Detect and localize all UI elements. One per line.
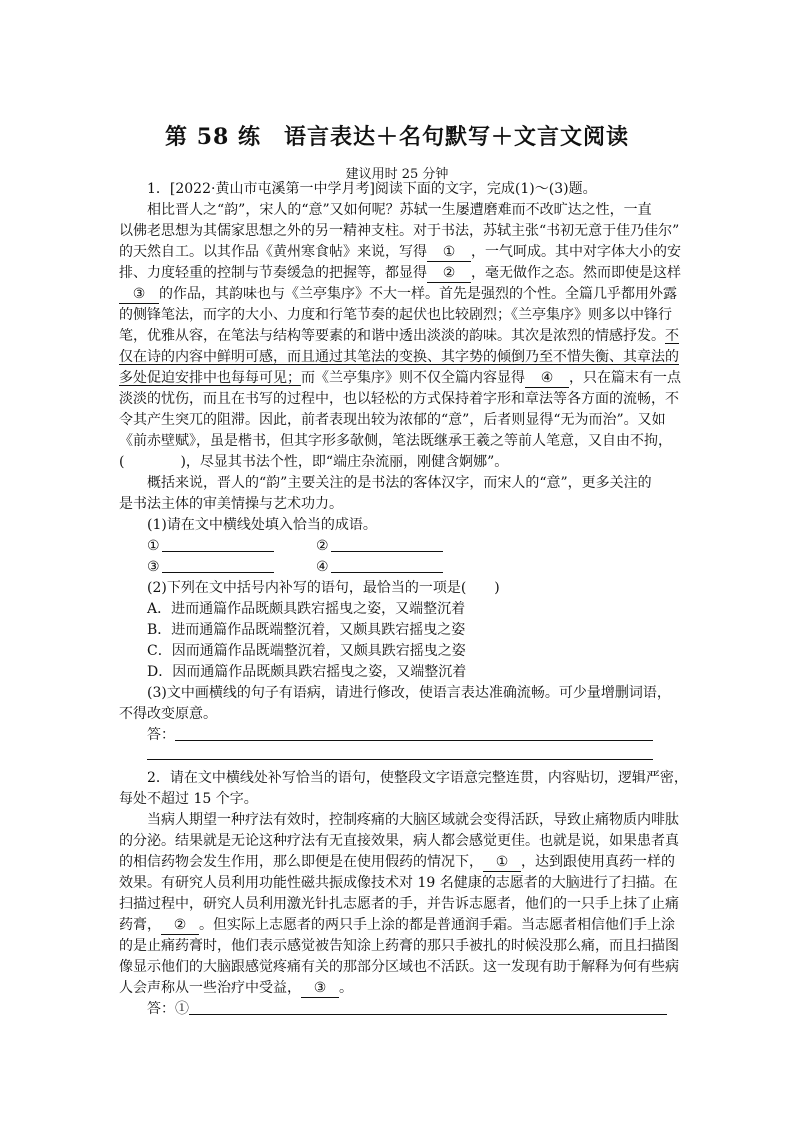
blank-3: ③ [119, 286, 159, 304]
q1-para1-line5 [119, 284, 677, 305]
q1-para2-line1: 概括来说，晋人的“韵”主要关注的是书法的客体汉字，而宋人的“意”，更多关注的 [147, 475, 652, 491]
text: 而《兰亭集序》则不仅全篇内容显得 [301, 370, 525, 386]
q2-answer-line [189, 1014, 667, 1015]
q1-para1-line2: 以佛老思想为其儒家思想之外的另一精神支柱。对于书法，苏轼主张“书初无意于佳乃佳尔” [119, 223, 680, 239]
text: ，一气呵成。其中对字体大小的安 [471, 244, 681, 260]
q1-para1-line12: 《前赤壁赋》，虽是楷书，但其字形多欹侧，笔法既继承王羲之等前人笔意，又自由不拘， [119, 433, 672, 449]
underlined-sentence-start: 不 [665, 328, 679, 344]
q2-para-line8: 像显示他们的大脑跟感觉疼痛有关的那部分区域也不活跃。这一发现有助于解释为何有些病 [119, 959, 679, 975]
answer-line-1 [162, 551, 274, 552]
q1-sub3-line2: 不得改变原意。 [119, 706, 217, 722]
label: ① [147, 538, 160, 554]
text: 排、力度轻重的控制与节奏缓急的把握等，都显得 [119, 265, 427, 281]
q2-para-line5: 扫描过程中，研究人员利用激光针扎志愿者的手，并告诉志愿者，他们的一只手上抹了止痛 [119, 896, 679, 912]
q2-para-line4: 效果。有研究人员利用功能性磁共振成像技术对 19 名健康的志愿者的大脑进行了扫描。在 [119, 875, 678, 891]
q1-para1-line13: ( )，尽显其书法个性，即“端庄杂流丽，刚健含婀娜”。 [119, 454, 509, 470]
q1-para1-line4 [119, 263, 681, 284]
q1-para1-line11: 令其产生突兀的阻滞。因此，前者表现出较为浓郁的“意”，后者则显得“无为而治”。又如 [119, 412, 666, 428]
text: ，达到跟使用真药一样的 [521, 854, 675, 870]
label: ② [316, 538, 329, 554]
q1-para2-line2: 是书法主体的审美情操与艺术功力。 [119, 496, 343, 512]
text: 人会声称从一些治疗中受益， [119, 980, 301, 996]
q1-sub2: (2)下列在文中括号内补写的语句，最恰当的一项是( ) [147, 580, 500, 596]
q2-answer-label: 答：① [147, 1001, 189, 1017]
q1-para1-line3 [119, 242, 681, 263]
q2-para-line6 [119, 915, 675, 936]
q1-para1-line8 [119, 347, 679, 368]
q1-answer-line-1 [175, 740, 653, 741]
q2-para-line7: 的是止痛药膏时，他们表示感觉被告知涂上药膏的那只手被扎的时候没那么痛，而且扫描图 [119, 938, 679, 954]
q2-blank-2: ② [161, 917, 199, 935]
underlined-sentence-end: 多处促迫安排中也每每可见； [119, 370, 301, 386]
blank-2: ② [427, 265, 471, 283]
answer-slot-3 [147, 557, 160, 578]
q1-para1-line10: 淡淡的忧伤，而且在书写的过程中，也以轻松的方式保持着字形和章法等各方面的流畅，不 [119, 391, 679, 407]
page-title: 第 58 练 语言表达＋名句默写＋文言文阅读 [165, 124, 629, 150]
q1-para1-line7 [119, 326, 679, 347]
q1-answer-line-2 [147, 759, 653, 760]
label: ③ [147, 559, 160, 575]
text: 药膏， [119, 917, 161, 933]
q1-answer-label: 答： [147, 727, 175, 743]
q2-para-line9 [119, 978, 353, 999]
q1-para1-line6: 的侧锋笔法，而字的大小、力度和行笔节奏的起伏也比较剧烈；《兰亭集序》则多以中锋行 [119, 307, 672, 323]
option-d: D．因而通篇作品既颇具跌宕摇曳之姿，又端整沉着 [147, 664, 467, 680]
text: ，只在篇末有一点 [569, 370, 681, 386]
suggested-time: 建议用时 25 分钟 [345, 167, 449, 182]
text: 。但实际上志愿者的两只手上涂的都是普通润手霜。当志愿者相信他们手上涂 [199, 917, 675, 933]
answer-line-2 [331, 551, 443, 552]
q1-sub1: (1)请在文中横线处填入恰当的成语。 [147, 517, 377, 533]
label: ④ [316, 559, 329, 575]
q1-para1-line1: 相比晋人之“韵”，宋人的“意”又如何呢？苏轼一生屡遭磨难而不改旷达之性，一直 [147, 202, 652, 218]
option-c: C．因而通篇作品既端整沉着，又颇具跌宕摇曳之姿 [147, 643, 466, 659]
q2-prompt-line2: 每处不超过 15 个字。 [119, 791, 258, 807]
answer-line-4 [331, 572, 443, 573]
text: 。 [339, 980, 353, 996]
text: 的作品，其韵味也与《兰亭集序》不大一样。首先是强烈的个性。全篇几乎都用外露 [159, 286, 677, 302]
text: 的相信药物会发生作用，那么即便是在使用假药的情况下， [119, 854, 483, 870]
q2-para-line3 [119, 852, 675, 873]
text: 笔，优雅从容，在笔法与结构等要素的和谐中透出淡淡的韵味。其次是浓烈的情感抒发。 [119, 328, 665, 344]
text: ，毫无做作之态。然而即使是这样 [471, 265, 681, 281]
answer-line-3 [162, 572, 274, 573]
q2-prompt-line1: 2．请在文中横线处补写恰当的语句，使整段文字语意完整连贯，内容贴切，逻辑严密， [147, 770, 688, 786]
underlined-sentence: 仅在诗的内容中鲜明可感，而且通过其笔法的变换、其字势的倾倒乃至不惜失衡、其章法的 [119, 349, 679, 365]
blank-1: ① [427, 244, 471, 262]
option-a: A．进而通篇作品既颇具跌宕摇曳之姿，又端整沉着 [147, 601, 466, 617]
option-b: B．进而通篇作品既端整沉着，又颇具跌宕摇曳之姿 [147, 622, 466, 638]
answer-slot-4 [316, 557, 329, 578]
q2-para-line2: 的分泌。结果就是无论这种疗法有无直接效果，病人都会感觉更佳。也就是说，如果患者真 [119, 833, 679, 849]
blank-4: ④ [525, 370, 569, 388]
q1-sub3-line1: (3)文中画横线的句子有语病，请进行修改，使语言表达准确流畅。可少量增删词语， [147, 685, 671, 701]
q2-blank-3: ③ [301, 980, 339, 998]
answer-slot-1 [147, 536, 160, 557]
q2-blank-1: ① [483, 854, 521, 872]
answer-slot-2 [316, 536, 329, 557]
q1-intro: 1．[2022·黄山市屯溪第一中学月考]阅读下面的文字，完成(1)～(3)题。 [147, 181, 597, 197]
q1-para1-line9 [119, 368, 681, 389]
text: 的天然自工。以其作品《黄州寒食帖》来说，写得 [119, 244, 427, 260]
q2-para-line1: 当病人期望一种疗法有效时，控制疼痛的大脑区域就会变得活跃，导致止痛物质内啡肽 [147, 812, 679, 828]
